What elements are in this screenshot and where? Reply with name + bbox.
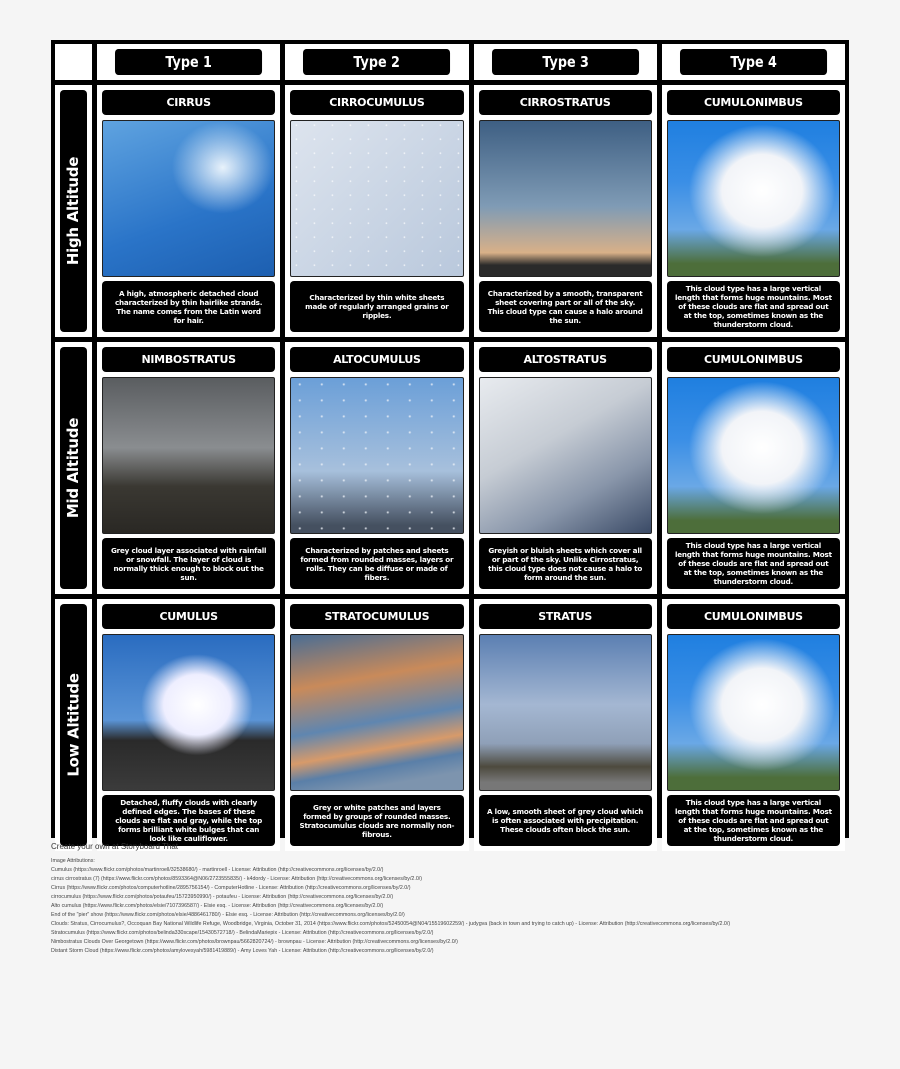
cloud-title: ALTOCUMULUS [290, 347, 463, 372]
cloud-photo-altostratus [479, 377, 652, 534]
cloud-cell [474, 599, 657, 851]
column-header-3: Type 3 [491, 49, 638, 75]
cloud-cell [285, 85, 468, 337]
cloud-photo-stratus [479, 634, 652, 791]
column-header-cell [285, 44, 468, 80]
row-header-cell [55, 599, 92, 851]
footer-credit[interactable]: Create your own at Storyboard That [51, 842, 179, 851]
attribution-line: Nimbostratus Clouds Over Georgetown (https://www.flickr.com/photos/brownpau/5662820724/) - brownpau - License: Attribution (http://creativecommons.org/licenses/by/2.0/) [51, 939, 458, 945]
cloud-description: This cloud type has a large vertical length that forms huge mountains. Most of these clouds are flat and spread out at the top, sometimes known as the thunderstorm cloud. [667, 281, 840, 332]
row-label: Mid Altitude [64, 417, 83, 519]
cloud-photo-cirrocumulus [290, 120, 463, 277]
column-header-cell [97, 44, 280, 80]
cloud-title: CUMULONIMBUS [667, 90, 840, 115]
cloud-description: This cloud type has a large vertical length that forms huge mountains. Most of these clouds are flat and spread out at the top, sometimes known as the thunderstorm cloud. [667, 538, 840, 589]
cloud-title: NIMBOSTRATUS [102, 347, 275, 372]
cloud-description: This cloud type has a large vertical length that forms huge mountains. Most of these clouds are flat and spread out at the top, sometimes known as the thunderstorm cloud. [667, 795, 840, 846]
cloud-title: ALTOSTRATUS [479, 347, 652, 372]
cloud-cell [285, 342, 468, 594]
cloud-description: A high, atmospheric detached cloud characterized by thin hairlike strands. The name comes from the Latin word for hair. [102, 281, 275, 332]
cloud-description: Characterized by a smooth, transparent sheet covering part or all of the sky. This cloud type can cause a halo around the sun. [479, 281, 652, 332]
cloud-description: Detached, fluffy clouds with clearly defined edges. The bases of these clouds are flat and gray, while the top forms brilliant white bulges that can look like cauliflower. [102, 795, 275, 846]
cloud-cell [474, 342, 657, 594]
cloud-photo-cumulonimbus [667, 377, 840, 534]
column-header-2: Type 2 [303, 49, 450, 75]
cloud-title: STRATUS [479, 604, 652, 629]
row-label-box [60, 347, 87, 589]
cloud-title: CUMULONIMBUS [667, 604, 840, 629]
cloud-cell [474, 85, 657, 337]
cloud-title: CUMULONIMBUS [667, 347, 840, 372]
cloud-description: Grey cloud layer associated with rainfall or snowfall. The layer of cloud is normally thick enough to block out the sun. [102, 538, 275, 589]
cloud-title: CUMULUS [102, 604, 275, 629]
cloud-photo-cirrostratus [479, 120, 652, 277]
cloud-description: Characterized by patches and sheets formed from rounded masses, layers or rolls. They can be diffuse or made of fibers. [290, 538, 463, 589]
column-header-1: Type 1 [115, 49, 262, 75]
storyboard-grid [51, 40, 849, 843]
row-label-box [60, 604, 87, 846]
column-header-cell [474, 44, 657, 80]
row-header-cell [55, 342, 92, 594]
row-header-cell [55, 85, 92, 337]
cloud-photo-cumulonimbus [667, 120, 840, 277]
cloud-title: CIRROCUMULUS [290, 90, 463, 115]
cloud-description: Characterized by thin white sheets made of regularly arranged grains or ripples. [290, 281, 463, 332]
attribution-line: Cumulus (https://www.flickr.com/photos/martinroell/32538680/) - martinroell - License: Attribution (http://creativecommons.org/licenses/by/2.0/) [51, 867, 384, 873]
row-label-box [60, 90, 87, 332]
cloud-title: CIRRUS [102, 90, 275, 115]
attribution-line: Stratocumulus (https://www.flickr.com/photos/belinda330scape/15430572718/) - BelindaMariepix - License: Attribution (http://creativecommons.org/licenses/by/2.0/) [51, 930, 434, 936]
cloud-cell [97, 342, 280, 594]
cloud-photo-nimbostratus [102, 377, 275, 534]
corner-cell [55, 44, 92, 80]
cloud-cell [97, 85, 280, 337]
attribution-line: End of the "pier" show (https://www.flickr.com/photos/elsie/4886461780/) - Elsie esq. - License: Attribution (http://creativecommons.org/licenses/by/2.0/) [51, 912, 405, 918]
cloud-photo-cirrus [102, 120, 275, 277]
attribution-line: Cirrus (https://www.flickr.com/photos/computerhotline/2895756154/) - ComputerHotline - License: Attribution (http://creativecommons.org/licenses/by/2.0/) [51, 885, 411, 891]
attribution-line: cirrus cirrostratus (7) (https://www.flickr.com/photos/8593364@N06/2723555835/) - k4dordy - License: Attribution (http://creativecommons.org/licenses/by/2.0/) [51, 876, 423, 882]
column-header-4: Type 4 [680, 49, 827, 75]
cloud-description: A low, smooth sheet of grey cloud which is often associated with precipitation. These clouds often block the sun. [479, 795, 652, 846]
cloud-cell [285, 599, 468, 851]
row-label: High Altitude [64, 156, 83, 266]
attribution-line: cirrocumulus (https://www.flickr.com/photos/potaufeu/15723950990/) - potaufeu - License: Attribution (http://creativecommons.org/licenses/by/2.0/) [51, 894, 394, 900]
cloud-photo-stratocumulus [290, 634, 463, 791]
attributions [51, 857, 730, 956]
row-label: Low Altitude [64, 673, 83, 777]
attribution-line: Distant Storm Cloud (https://www.flickr.com/photos/amylovesyah/5981419889/) - Amy Loves Yah - License: Attribution (http://creativecommons.org/licenses/by/2.0/) [51, 948, 434, 954]
column-header-cell [662, 44, 845, 80]
cloud-description: Grey or white patches and layers formed by groups of rounded masses. Stratocumulus clouds are normally non-fibrous. [290, 795, 463, 846]
cloud-cell [662, 599, 845, 851]
cloud-title: CIRROSTRATUS [479, 90, 652, 115]
attributions-title: Image Attributions: [51, 858, 95, 864]
cloud-description: Greyish or bluish sheets which cover all or part of the sky. Unlike Cirrostratus, this cloud type does not cause a halo to form around the sun. [479, 538, 652, 589]
cloud-photo-cumulonimbus [667, 634, 840, 791]
cloud-title: STRATOCUMULUS [290, 604, 463, 629]
attribution-line: Clouds: Stratus, Cirrocumulus?, Occoquan Bay National Wildlife Refuge, Woodbridge, Virginia, October 31, 2014 (https://www.flickr.com/photos/52450054@N04/15519602259/) - judygva (back in town and trying to catch up) - License: Attribution (http://creativecommons.org/licenses/by/2.0/) [51, 921, 731, 927]
attribution-line: Alto cumulus (https://www.flickr.com/photos/elsie/7107396587/) - Elsie esq. - License: Attribution (http://creativecommons.org/licenses/by/2.0/) [51, 903, 384, 909]
cloud-cell [97, 599, 280, 851]
cloud-cell [662, 342, 845, 594]
cloud-photo-cumulus [102, 634, 275, 791]
cloud-cell [662, 85, 845, 337]
cloud-photo-altocumulus [290, 377, 463, 534]
